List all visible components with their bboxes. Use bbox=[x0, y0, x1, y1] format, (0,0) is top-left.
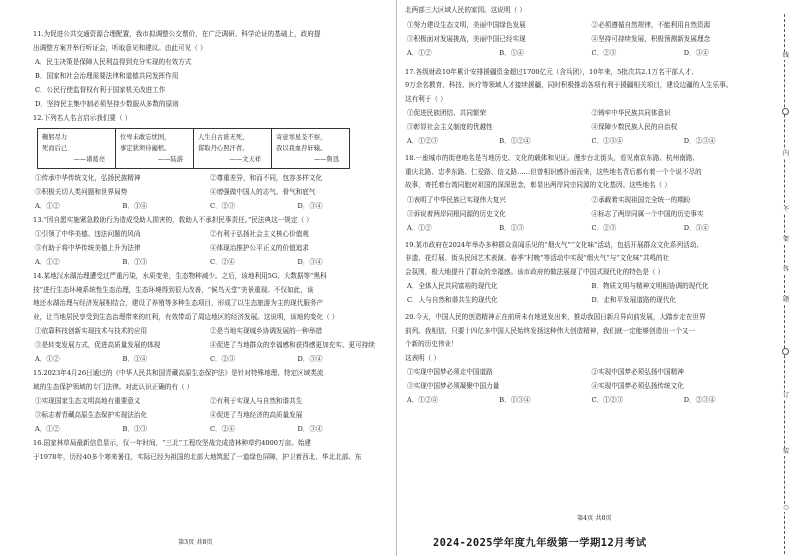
statement-1: ①实现中国梦必须走中国道路 bbox=[407, 368, 493, 376]
question-15-stem: 15.2023年4月26日通过的《中华人民共和国青藏高原生态保护法》是针对特殊地理、特定区域类流 域的生态保护领域的专门法律。对此认识正确的有（ ） bbox=[33, 369, 324, 391]
choice-d[interactable]: D．③④ bbox=[297, 201, 323, 210]
right-column bbox=[405, 4, 776, 408]
statement-4: ④促进了当地经济的高质量发展 bbox=[210, 411, 303, 419]
choice-b[interactable]: B．①③ bbox=[499, 223, 524, 232]
choice-a[interactable]: A．①②④ bbox=[407, 396, 439, 404]
statement-1: ①实现国家生态文明高地有重要意义 bbox=[35, 397, 141, 405]
option-d[interactable]: D．走和平发展道路的现代化 bbox=[591, 296, 676, 304]
statement-3: ③是转变发展方式，促进高质量发展的体现 bbox=[35, 341, 161, 349]
choice-d[interactable]: D．②③④ bbox=[683, 396, 716, 404]
question-12 bbox=[33, 112, 385, 213]
statement-3: ③有助于将中华传统美德上升为法律 bbox=[35, 244, 141, 252]
binding-dashed-line bbox=[784, 14, 785, 554]
choice-b[interactable]: B．①④ bbox=[122, 201, 148, 210]
quote-lu-xun: 寄意寒星荃不察， 我以我血荐轩辕。 ——鲁迅 bbox=[272, 128, 350, 168]
statement-1: ①促进民族团结、共同繁荣 bbox=[407, 109, 487, 117]
option-d[interactable]: D．坚持民主集中制必须坚持少数服从多数的原则 bbox=[35, 100, 179, 108]
statement-3: ③彰显社会主义制度的优越性 bbox=[407, 123, 493, 131]
choice-a[interactable]: A．①② bbox=[35, 355, 60, 363]
binding-hole bbox=[782, 108, 789, 115]
question-14-stem: 14.某地汉水湖治理遭受过严重污染，水质变差，生态物种减少。之后，该地利用5G、大数据等“黑科 技”进行生态环境系统性生态治理，生态环境得到很大改善，“候鸟天堂”美景重现。不仅如此，该 地还水湖治理与经济发展相结合，建设了养殖等多种生态项目，形成了以生态旅游为主的现代服务产 业，让当地居民享受到生态治理带来的红利，有效带动了周边地区的经济发展。这说明，该地的变化（ ） bbox=[33, 272, 339, 321]
choice-b[interactable]: B．①③④ bbox=[499, 396, 531, 404]
statement-4: ④标志了两岸同属一个中国的历史事实 bbox=[591, 209, 704, 218]
question-17 bbox=[405, 66, 776, 149]
question-14 bbox=[33, 270, 385, 366]
choice-b[interactable]: B．①④ bbox=[122, 355, 148, 363]
binding-hole-glyph: ○ bbox=[781, 504, 791, 512]
binding-label: 装 bbox=[782, 448, 790, 455]
binding-label: 不 bbox=[782, 206, 790, 213]
question-18 bbox=[405, 152, 776, 235]
choice-b[interactable]: B．①②④ bbox=[499, 137, 531, 145]
statement-1: ①引领了中华美德、违法问题的风尚 bbox=[35, 230, 141, 238]
choice-c[interactable]: C．②③ bbox=[591, 48, 617, 57]
statement-2: ②有利于弘扬社会主义核心价值观 bbox=[210, 230, 309, 238]
question-11-stem: 11.为促进公共交通资源合理配置，我市拟调整公交票价，在广泛调研、科学论证的基础上，政府提 出调整方案并举行听证会，听取意见和建议。由此可见（ ） bbox=[33, 30, 321, 52]
choice-c[interactable]: C．②④ bbox=[210, 425, 235, 433]
option-b[interactable]: B．物质文明与精神文明相协调的现代化 bbox=[591, 282, 709, 290]
statement-4: ④坚持可持续发展，积极预测新发展理念 bbox=[591, 34, 711, 43]
statement-2: ②铸牢中华民族共同体意识 bbox=[591, 109, 671, 117]
choice-c[interactable]: C．②③ bbox=[210, 355, 235, 363]
binding-label: 订 bbox=[782, 392, 790, 399]
statement-3: ③标志着青藏高原生态保护实现法治化 bbox=[35, 411, 148, 419]
statement-2: ②承载着实现祖国完全统一的期盼 bbox=[591, 195, 691, 204]
choice-d[interactable]: D．②③④ bbox=[683, 137, 716, 145]
question-11 bbox=[33, 28, 385, 111]
quote-wen-tianxiang: 人生自古谁无死， 留取丹心照汗青。 ——文天祥 bbox=[194, 128, 272, 168]
option-c[interactable]: C．人与自然和谐共生的现代化 bbox=[407, 296, 498, 304]
question-15 bbox=[33, 367, 385, 436]
quote-lu-you: 位卑未敢忘忧国， 事定犹须待阖棺。 ——陆游 bbox=[116, 128, 194, 168]
question-13 bbox=[33, 214, 385, 270]
page-number-3: 第3页 共8页 bbox=[178, 538, 213, 546]
statement-1: ①努力建设生态文明，美丽中国绿色发展 bbox=[407, 20, 526, 29]
question-19 bbox=[405, 239, 776, 308]
choice-c[interactable]: C．②③ bbox=[210, 201, 235, 210]
statement-4: ④实现中国梦必须弘扬传统文化 bbox=[591, 382, 684, 390]
choice-b[interactable]: B．①④ bbox=[499, 48, 524, 57]
choice-c[interactable]: C．②④ bbox=[210, 258, 235, 266]
question-12-stem: 12.下列名人名言启示我们要（ ） bbox=[33, 114, 132, 122]
binding-label: 内 bbox=[782, 150, 790, 157]
choice-a[interactable]: A．①② bbox=[407, 223, 432, 232]
right-page bbox=[397, 0, 794, 556]
statement-2: ②是当地实现城乡协调发展的一种举措 bbox=[210, 327, 323, 335]
question-16-stem-continued: 北两部三大区域人民的家园。这说明（ ） bbox=[405, 6, 526, 14]
question-20-stem: 20.今天，中国人民的创造精神正在前所未有地迸发出来，推动我国日新月异向前发展，大踏步走在世界 前列。我相信，只要十四亿多中国人民始终发扬这种伟大创造精神，我们就一定能够创造出一个又一 个新的历史伟业！ 这表明（ ） bbox=[405, 313, 706, 362]
binding-label: 题 bbox=[782, 296, 790, 303]
binding-label: 答 bbox=[782, 266, 790, 273]
choice-c[interactable]: C．②③ bbox=[591, 223, 617, 232]
question-16-continued bbox=[405, 4, 776, 60]
choice-c[interactable]: C．①③④ bbox=[591, 137, 623, 145]
statement-3: ③实现中国梦必须凝聚中国力量 bbox=[407, 382, 500, 390]
choice-a[interactable]: A．①② bbox=[35, 425, 60, 433]
exam-title: 2024-2025学年度九年级第一学期12月考试 bbox=[433, 536, 647, 549]
statement-2: ②有利于实现人与自然和谐共生 bbox=[210, 397, 303, 405]
choice-d[interactable]: D．③④ bbox=[683, 223, 709, 232]
question-16-stem: 16.国家林草局最新信息显示，仅一年时间，“三北”工程攻坚战完成造林种草约4000万亩。始建 于1978年，历经40多个寒来暑往，实际已经为祖国的北部大地筑起了一道绿色屏障，护卫着西北、华北北部、东 bbox=[33, 439, 362, 461]
choice-d[interactable]: D．③④ bbox=[297, 355, 323, 363]
choice-c[interactable]: C．①②③ bbox=[591, 396, 623, 404]
choice-d[interactable]: D．③④ bbox=[297, 258, 323, 266]
statement-1: ①依靠科技创新实现技术与技术的应用 bbox=[35, 327, 148, 335]
binding-label: 线 bbox=[782, 52, 790, 59]
statement-4: ④促进了当地群众的幸福感和获得感更加充实、更可持续 bbox=[210, 341, 375, 349]
question-20 bbox=[405, 311, 776, 407]
statement-4: ④保障少数民族人民的自治权 bbox=[591, 123, 678, 131]
choice-b[interactable]: B．①③ bbox=[122, 258, 148, 266]
binding-hole bbox=[782, 348, 789, 355]
quote-zhuge-liang: 鞠躬尽力 死而后已 ——诸葛亮 bbox=[38, 128, 116, 168]
option-b[interactable]: B．国家和社会治理需要法律和道德共同发挥作用 bbox=[35, 72, 179, 80]
statement-3: ③积极关切人类问题和世界局势 bbox=[35, 187, 128, 196]
page-number-4: 第4页 共8页 bbox=[577, 514, 612, 522]
question-13-stem: 13.“因自愿实施紧急救助行为造成受助人损害的，救助人不承担民事责任。”民法典这一规定（ ） bbox=[33, 215, 313, 224]
choice-a[interactable]: A．①② bbox=[407, 48, 432, 57]
question-16 bbox=[33, 437, 385, 464]
statement-4: ④体现治推护公平正义的价值追求 bbox=[210, 244, 309, 252]
statement-2: ②实现中国梦必须弘扬中国精神 bbox=[591, 368, 684, 376]
statement-1: ①表明了中华民族已实现伟大复兴 bbox=[407, 195, 506, 204]
choice-a[interactable]: A．①②③ bbox=[407, 137, 439, 145]
left-column bbox=[33, 28, 385, 465]
statement-3: ③诉说着两岸同根同源的历史文化 bbox=[407, 209, 506, 218]
binding-label: 要 bbox=[782, 236, 790, 243]
option-a[interactable]: A．全体人民共同富裕的现代化 bbox=[407, 282, 498, 290]
option-a[interactable]: A．民主决策是保障人民利益得到充分实现的有效方式 bbox=[35, 58, 192, 66]
option-c[interactable]: C．公民行使监督权有利于国家机关改进工作 bbox=[35, 86, 166, 94]
quote-table bbox=[37, 128, 350, 169]
choice-d[interactable]: D．③④ bbox=[297, 425, 323, 433]
statement-1: ①传承中华传统文化，弘扬民族精神 bbox=[35, 173, 141, 182]
statement-3: ③积极面对发展挑战，美丽中国已经实现 bbox=[407, 34, 526, 43]
statement-2: ②必须遵循自然规律，不能利用自然资源 bbox=[591, 20, 711, 29]
statement-4: ④增强做中国人的志气、骨气和底气 bbox=[210, 187, 316, 196]
choice-a[interactable]: A．①② bbox=[35, 201, 60, 210]
choice-a[interactable]: A．①② bbox=[35, 258, 60, 266]
question-17-stem: 17.各级财政10年累计安排援疆资金超过1700亿元（含兵团），10年来，5批次共2.1万名干部人才、 9万余名教育、科技、医疗等领域人才接续援疆，同时积极推动各项有利于援疆相关项目，建设边疆的人生乐事。 这有利于（ ） bbox=[405, 67, 733, 103]
question-19-stem: 19.某市政府在2024年举办多种群众喜闻乐见的“烟火气”“文化味”活动，包括开展群众文化系列活动、 非遗、花灯展、街头民间艺术表演、春季“村晚”等活动中实现“烟火气”与“文化味”共鸣的社 会氛围，极大地提升了群众的幸福感。该市政府的做法展现了中国式现代化的特色是（ ） bbox=[405, 240, 703, 276]
statement-2: ②尊重差异，和而不同，包容多样文化 bbox=[210, 173, 323, 182]
choice-b[interactable]: B．①③ bbox=[122, 425, 148, 433]
choice-d[interactable]: D．③④ bbox=[683, 48, 709, 57]
question-18-stem: 18.一座城市的街巷地名是当地历史、文化的载体和见证。漫步台北街头，看见南京东路、杭州南路、 重庆北路、忠孝东路、仁爱路、信义路……但曾相识感扑面而来，这些地名背后都有着一个个说不尽的 故事，寄托着台湾同胞对祖国的深深思念，彰显出两岸同宗同源的文化基因。这些地名（ ） bbox=[405, 154, 702, 189]
